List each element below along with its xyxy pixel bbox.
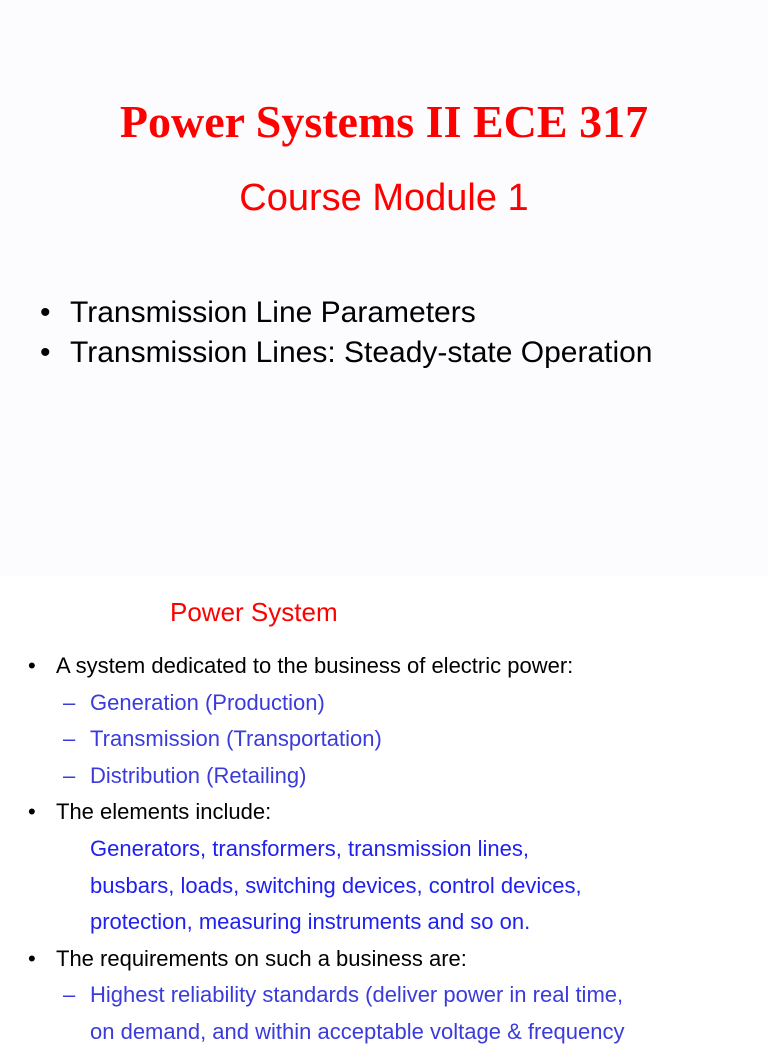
topic-label: Transmission Line Parameters <box>70 296 476 329</box>
bullet-item <box>28 794 768 831</box>
elements-line: busbars, loads, switching devices, control devices, <box>90 872 582 898</box>
sub-item-continuation <box>28 1014 768 1051</box>
bullet-glyph: • <box>40 336 51 369</box>
sub-item <box>28 758 768 795</box>
bullet-text: The elements include: <box>56 799 272 825</box>
bullet-item <box>28 648 768 685</box>
bullet-text: The requirements on such a business are: <box>56 945 467 971</box>
dash-glyph: – <box>63 982 76 1008</box>
sub-item <box>28 977 768 1014</box>
sub-item-text: Transmission (Transportation) <box>90 726 382 752</box>
bullet-glyph: • <box>40 296 51 329</box>
course-title: Power Systems II ECE 317 <box>119 96 649 147</box>
sub-item <box>28 721 768 758</box>
sub-item-text: Highest reliability standards (deliver power in real time, <box>90 982 624 1008</box>
dash-glyph: – <box>63 726 76 752</box>
sub-item-text: Generation (Production) <box>90 689 325 715</box>
topic-item <box>40 293 653 333</box>
sub-item-text: on demand, and within acceptable voltage & frequency <box>90 1018 625 1044</box>
bullet-text: A system dedicated to the business of electric power: <box>56 653 574 678</box>
bullet-item <box>28 941 768 978</box>
topic-label: Transmission Lines: Steady-state Operation <box>70 336 653 369</box>
elements-line: protection, measuring instruments and so on. <box>90 909 531 935</box>
bullet-glyph: • <box>28 945 36 971</box>
slide-body <box>28 648 768 1051</box>
slide-heading: Power System <box>170 597 338 627</box>
sub-item-text: Distribution (Retailing) <box>90 762 307 788</box>
dash-glyph: – <box>63 689 76 715</box>
elements-line: Generators, transformers, transmission lines, <box>90 835 529 861</box>
topic-list <box>40 293 653 373</box>
dash-glyph: – <box>63 762 76 788</box>
bullet-glyph: • <box>28 653 36 678</box>
bullet-glyph: • <box>28 799 36 825</box>
slide-power-system <box>0 576 768 1044</box>
module-subtitle: Course Module 1 <box>239 177 529 219</box>
sub-item <box>28 685 768 722</box>
topic-item <box>40 333 653 373</box>
